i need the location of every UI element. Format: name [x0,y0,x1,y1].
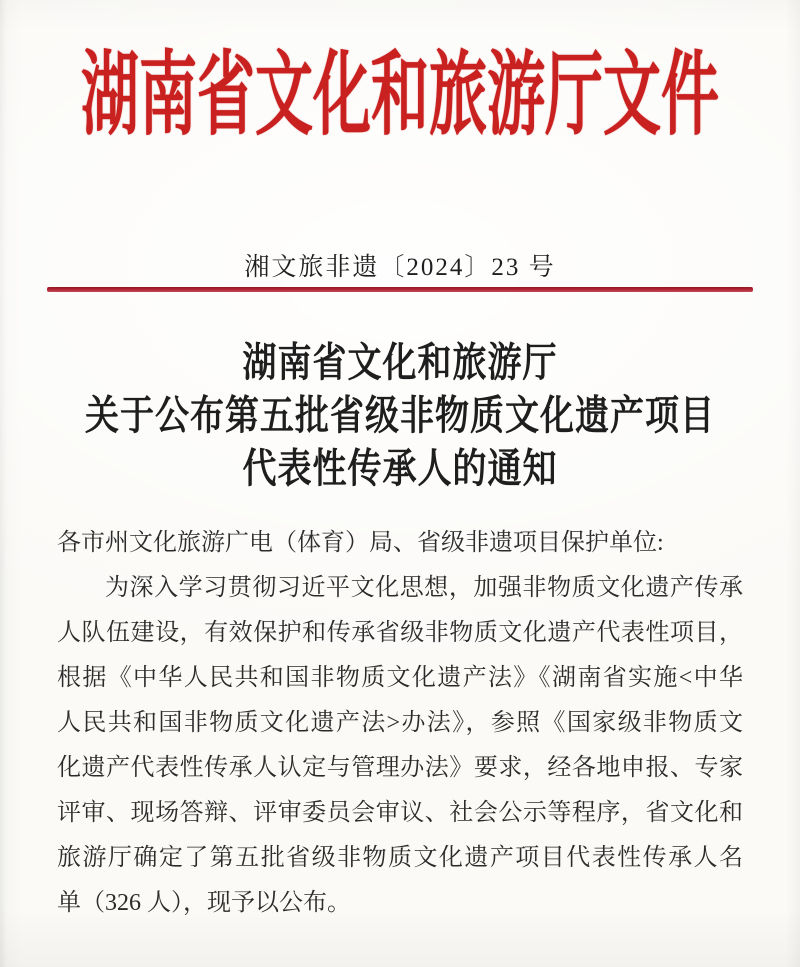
paragraph-line: 旅游厅确定了第五批省级非物质文化遗产项目代表性传承人名 [57,845,743,871]
paragraph-line: 人队伍建设，有效保护和传承省级非物质文化遗产代表性项目， [57,620,743,646]
red-header-banner: 湖南省文化和旅游厅文件 [80,44,719,147]
red-separator-line [47,287,753,292]
paragraph-line: 评审、现场答辩、评审委员会审议、社会公示等程序，省文化和 [57,800,743,826]
paragraph-line: 根据《中华人民共和国非物质文化遗产法》《湖南省实施<中华 [57,665,743,691]
title-line-1: 湖南省文化和旅游厅 [242,341,558,386]
document-body [57,521,743,926]
paragraph-line: 为深入学习贯彻习近平文化思想，加强非物质文化遗产传承 [105,575,743,601]
paragraph-line: 化遗产代表性传承人认定与管理办法》要求，经各地申报、专家 [57,755,743,781]
title-line-2: 关于公布第五批省级非物质文化遗产项目 [85,394,715,439]
paragraph-line: 人民共和国非物质文化遗产法>办法》，参照《国家级非物质文 [57,710,743,736]
salutation-line: 各市州文化旅游广电（体育）局、省级非遗项目保护单位: [57,530,664,556]
paragraph-last-line: 单（326 人），现予以公布。 [57,890,351,916]
document-number: 湘文旅非遗〔2024〕23 号 [244,254,556,281]
document-title [0,337,800,496]
title-line-3: 代表性传承人的通知 [242,447,558,492]
